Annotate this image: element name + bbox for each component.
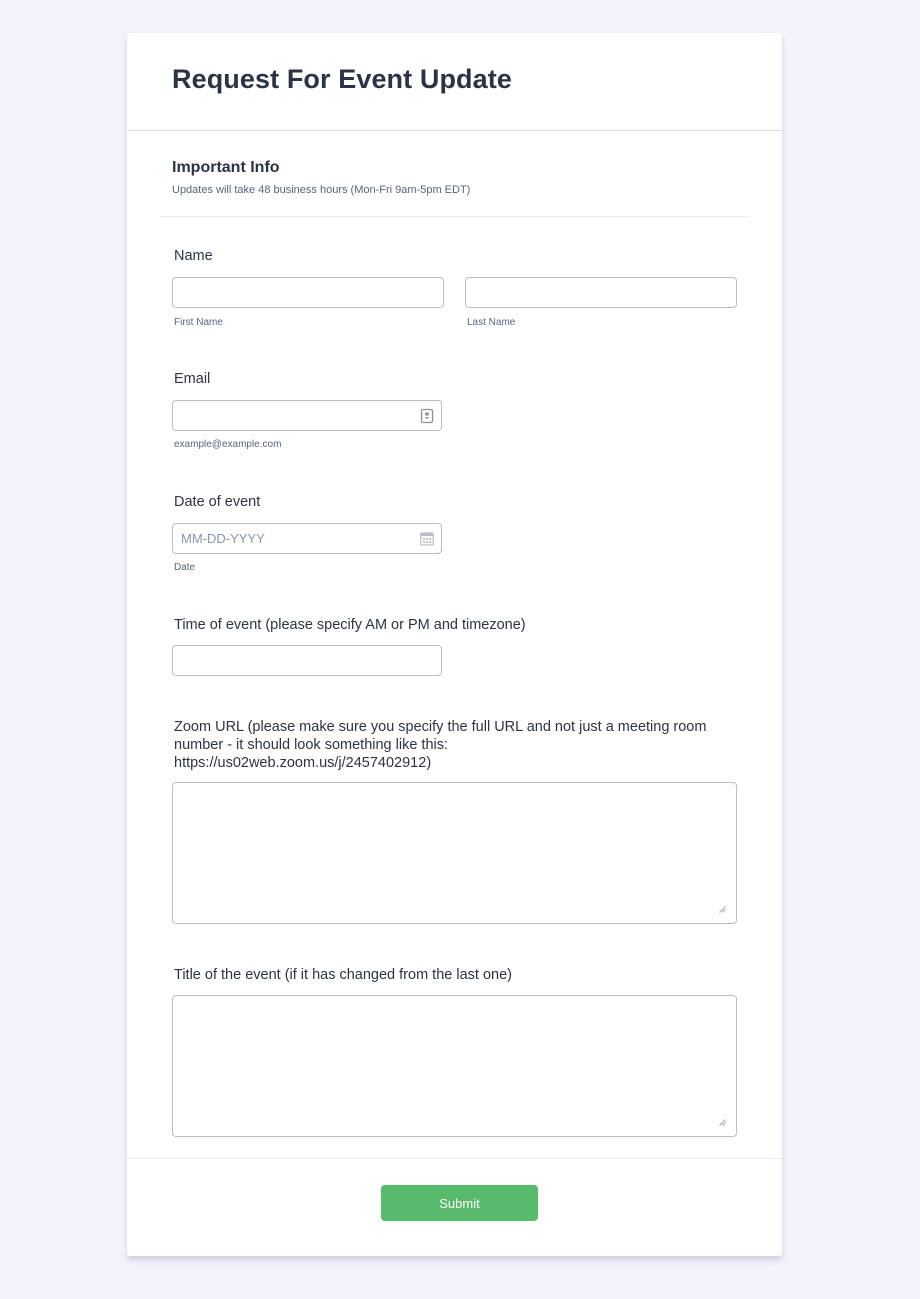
- last-name-input[interactable]: [465, 277, 737, 308]
- zoom-url-textarea[interactable]: [172, 782, 737, 924]
- date-label: Date of event: [174, 494, 261, 510]
- submit-button[interactable]: Submit: [381, 1185, 538, 1221]
- last-name-sublabel: Last Name: [467, 317, 516, 328]
- time-input[interactable]: [172, 645, 442, 676]
- footer-divider: [127, 1158, 782, 1159]
- event-title-textarea[interactable]: [172, 995, 737, 1137]
- name-label: Name: [174, 248, 213, 264]
- zoom-label: [174, 718, 734, 772]
- resize-handle-icon[interactable]: [719, 906, 726, 913]
- zoom-label-line: number - it should look something like this:: [174, 737, 449, 753]
- info-divider: [160, 216, 749, 217]
- zoom-label-line: Zoom URL (please make sure you specify the full URL and not just a meeting room: [174, 719, 707, 735]
- calendar-icon[interactable]: [420, 531, 434, 547]
- email-icon: [420, 408, 434, 424]
- event-title-label: Title of the event (if it has changed from the last one): [174, 967, 512, 983]
- email-input[interactable]: [172, 400, 442, 431]
- form-card: [127, 33, 782, 1256]
- first-name-input[interactable]: [172, 277, 444, 308]
- info-title: Important Info: [172, 159, 280, 176]
- first-name-sublabel: First Name: [174, 317, 223, 328]
- resize-handle-icon[interactable]: [719, 1119, 726, 1126]
- email-sublabel: example@example.com: [174, 439, 282, 450]
- page-title: Request For Event Update: [172, 64, 512, 94]
- zoom-label-line: https://us02web.zoom.us/j/2457402912): [174, 755, 432, 771]
- time-label: Time of event (please specify AM or PM and timezone): [174, 617, 526, 633]
- date-sublabel: Date: [174, 562, 196, 573]
- form-header: [127, 33, 782, 131]
- date-input[interactable]: [172, 523, 442, 554]
- email-label: Email: [174, 371, 211, 387]
- date-placeholder: MM-DD-YYYY: [181, 531, 265, 546]
- info-subtitle: Updates will take 48 business hours (Mon-Fri 9am-5pm EDT): [172, 184, 471, 196]
